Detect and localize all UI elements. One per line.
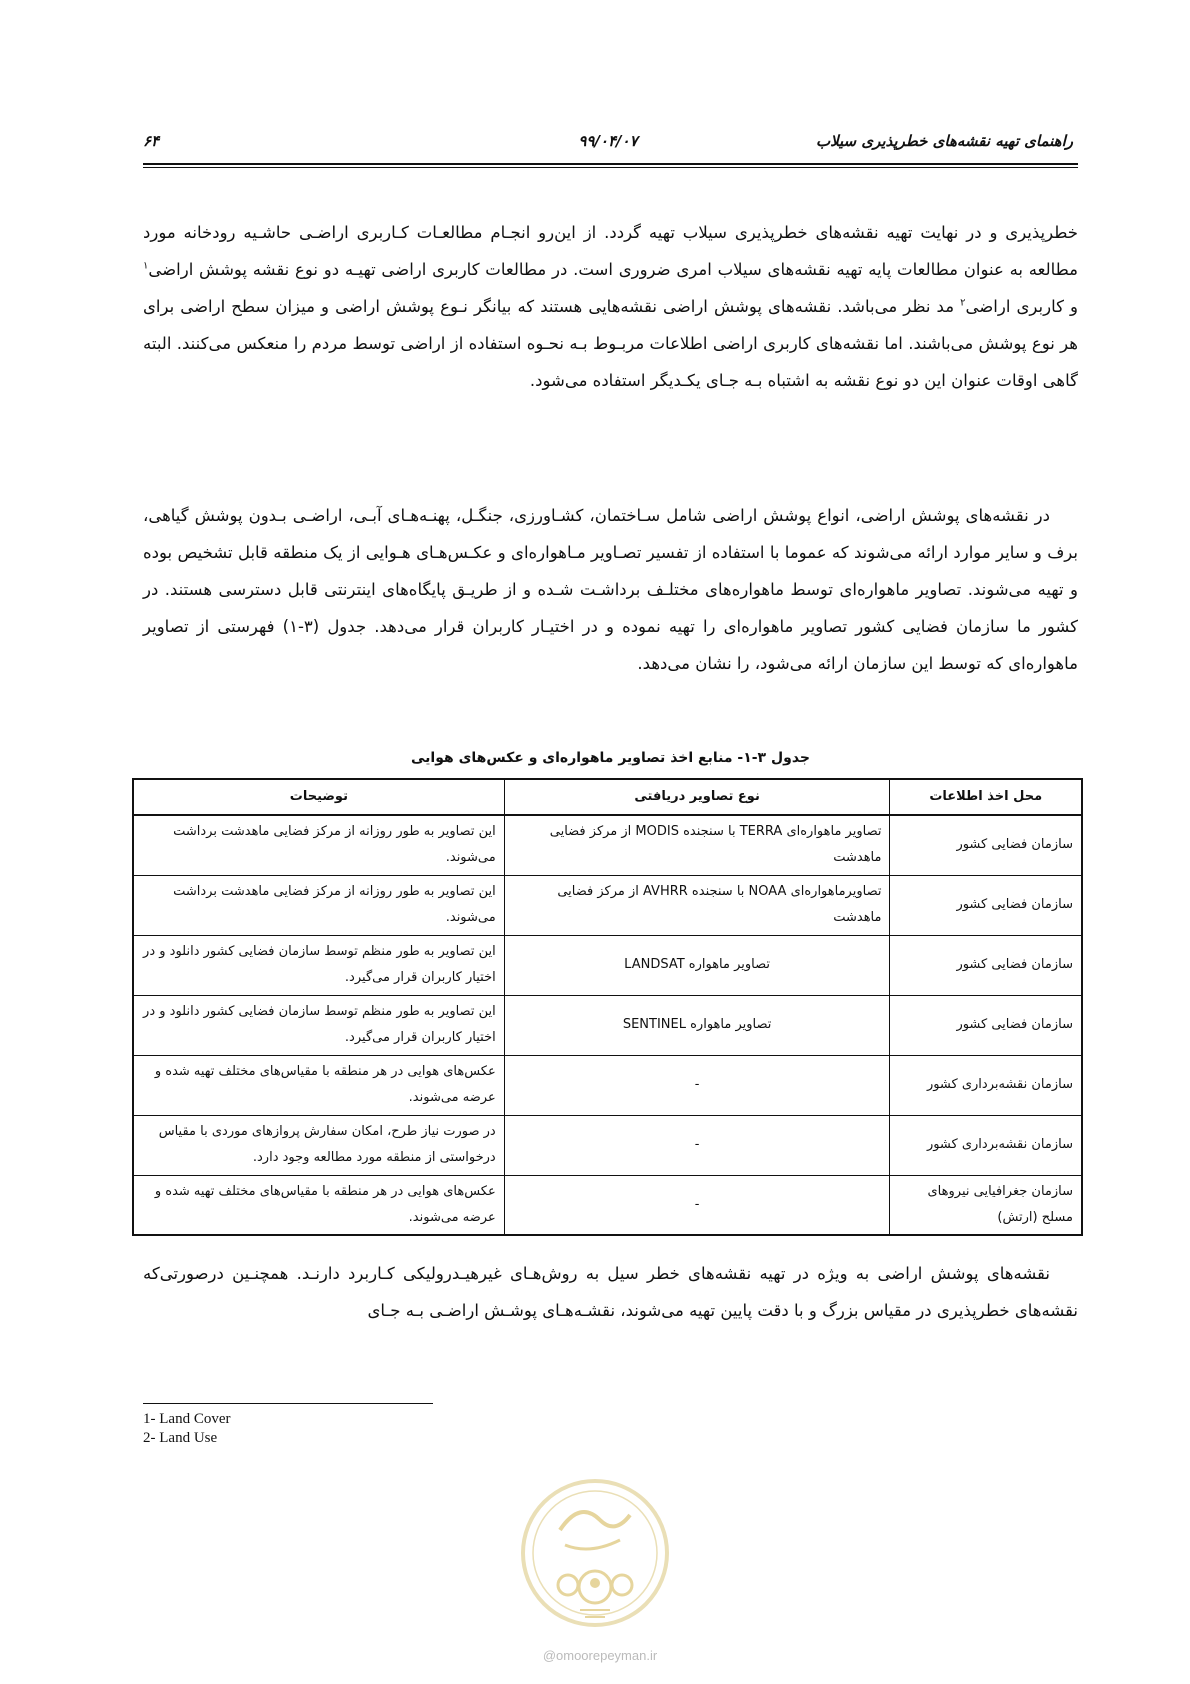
table-row [133,875,1082,935]
header-rule-thick [143,163,1078,165]
cell-image-type: تصاویر ماهواره LANDSAT [504,935,890,995]
cell-description: این تصاویر به طور روزانه از مرکز فضایی ماهدشت برداشت می‌شوند. [133,815,504,875]
page-number: ۶۴ [143,132,160,150]
cell-description: عکس‌های هوایی در هر منطقه با مقیاس‌های مختلف تهیه شده و عرضه می‌شوند. [133,1175,504,1235]
header-cell-image-type: نوع تصاویر دریافتی [504,779,890,815]
paragraph-1-part-c: مد نظر می‌باشد. نقشه‌های پوشش اراضی نقشه‌هایی هستند که بیانگر نـوع پوشش اراضی و میزان سطح اراضی برای هر نوع پوشش می‌باشند. اما نقشه‌های کاربری اراضی اطلاعات مربـوط بـه نحـوه استفاده از اراضی توسط مردم را منعکس می‌کنند. البته گاهی اوقات عنوان این دو نوع نقشه به اشتباه بـه جـای یکـدیگر استفاده می‌شود. [143,297,1078,390]
table-caption: جدول ۳-۱- منابع اخذ تصاویر ماهواره‌ای و عکس‌های هوایی [410,750,810,766]
cell-source: سازمان فضایی کشور [890,875,1082,935]
cell-source: سازمان جغرافیایی نیروهای مسلح (ارتش) [890,1175,1082,1235]
header-date: ۹۹/۰۴/۰۷ [578,132,638,150]
header-title: راهنمای تهیه نقشه‌های خطرپذیری سیلاب [815,132,1073,150]
cell-source: سازمان نقشه‌برداری کشور [890,1115,1082,1175]
satellite-sources-table [132,778,1083,1236]
watermark-logo-icon [510,1475,680,1635]
watermark-site: @omoorepeyman.ir [542,1648,658,1663]
table-row [133,815,1082,875]
cell-description: این تصاویر به طور منظم توسط سازمان فضایی کشور دانلود و در اختیار کاربران قرار می‌گیرد. [133,935,504,995]
paragraph-1-part-b: و کاربری اراضی [965,297,1078,316]
footnote-ref-2[interactable]: ۲ [960,297,966,309]
cell-description: در صورت نیاز طرح، امکان سفارش پروازهای موردی با مقیاس درخواستی از منطقه مورد مطالعه وجود دارد. [133,1115,504,1175]
cell-image-type: - [504,1175,890,1235]
header-cell-source: محل اخذ اطلاعات [890,779,1082,815]
paragraph-3: نقشه‌های پوشش اراضی به ویژه در تهیه نقشه‌های خطر سیل به روش‌هـای غیرهیـدرولیکی کـاربرد دارنـد. همچنـین درصورتی‌که نقشه‌های خطرپذیری در مقیاس بزرگ و با دقت پایین تهیه می‌شوند، نقشـه‌هـای پوشـش اراضـی بـه جـای [143,1264,1078,1320]
paragraph-1 [143,214,1078,399]
cell-description: عکس‌های هوایی در هر منطقه با مقیاس‌های مختلف تهیه شده و عرضه می‌شوند. [133,1055,504,1115]
footnote-ref-1[interactable]: ۱ [143,260,149,272]
table-row [133,1055,1082,1115]
footnote-separator [143,1403,433,1404]
footnote-2: 2- Land Use [143,1430,218,1446]
cell-image-type: تصاویر ماهواره‌ای TERRA با سنجنده MODIS از مرکز فضایی ماهدشت [504,815,890,875]
cell-source: سازمان فضایی کشور [890,815,1082,875]
table-row [133,1115,1082,1175]
cell-image-type: تصاویر ماهواره SENTINEL [504,995,890,1055]
table-row [133,935,1082,995]
running-header [143,128,1073,158]
table-row [133,995,1082,1055]
footnotes [143,1410,230,1448]
header-rule-thin [143,167,1078,168]
paragraph-2: در نقشه‌های پوشش اراضی، انواع پوشش اراضی شامل سـاختمان، کشـاورزی، جنگـل، پهنـه‌هـای آبـی، اراضـی بـدون پوشش گیاهی، برف و سایر موارد ارائه می‌شوند که عموما با استفاده از تفسیر تصـاویر مـاهواره‌ای و عکـس‌هـای هـوایی از یک منطقه قابل تشخیص بوده و تهیه می‌شوند. تصاویر ماهواره‌ای توسط ماهواره‌های مختلـف برداشـت شـده و از طریـق پایگاه‌های اینترنتی قابل دسترسی هستند. در کشور ما سازمان فضایی کشور تصاویر ماهواره‌ای را تهیه نموده و در اختیـار کاربران قرار می‌دهد. جدول (۳-۱) فهرستی از تصاویر ماهواره‌ای که توسط این سازمان ارائه می‌شود، را نشان می‌دهد. [143,506,1078,673]
header-cell-description: توضیحات [133,779,504,815]
cell-source: سازمان نقشه‌برداری کشور [890,1055,1082,1115]
cell-image-type: - [504,1055,890,1115]
table-header-row [133,779,1082,815]
cell-source: سازمان فضایی کشور [890,995,1082,1055]
cell-description: این تصاویر به طور منظم توسط سازمان فضایی کشور دانلود و در اختیار کاربران قرار می‌گیرد. [133,995,504,1055]
footnote-1: 1- Land Cover [143,1411,231,1427]
paragraph-1-part-a: خطرپذیری و در نهایت تهیه نقشه‌های خطرپذیری سیلاب تهیه گردد. از این‌رو انجـام مطالعـات کـاربری اراضـی حاشـیه رودخانه مورد مطالعه به عنوان مطالعات پایه تهیه نقشه‌های سیلاب امری ضروری است. در مطالعات کاربری اراضی تهیـه دو نوع نقشه پوشش اراضی [143,223,1078,279]
cell-image-type: - [504,1115,890,1175]
cell-source: سازمان فضایی کشور [890,935,1082,995]
cell-image-type: تصاویرماهواره‌ای NOAA با سنجنده AVHRR از مرکز فضایی ماهدشت [504,875,890,935]
table-row [133,1175,1082,1235]
cell-description: این تصاویر به طور روزانه از مرکز فضایی ماهدشت برداشت می‌شوند. [133,875,504,935]
